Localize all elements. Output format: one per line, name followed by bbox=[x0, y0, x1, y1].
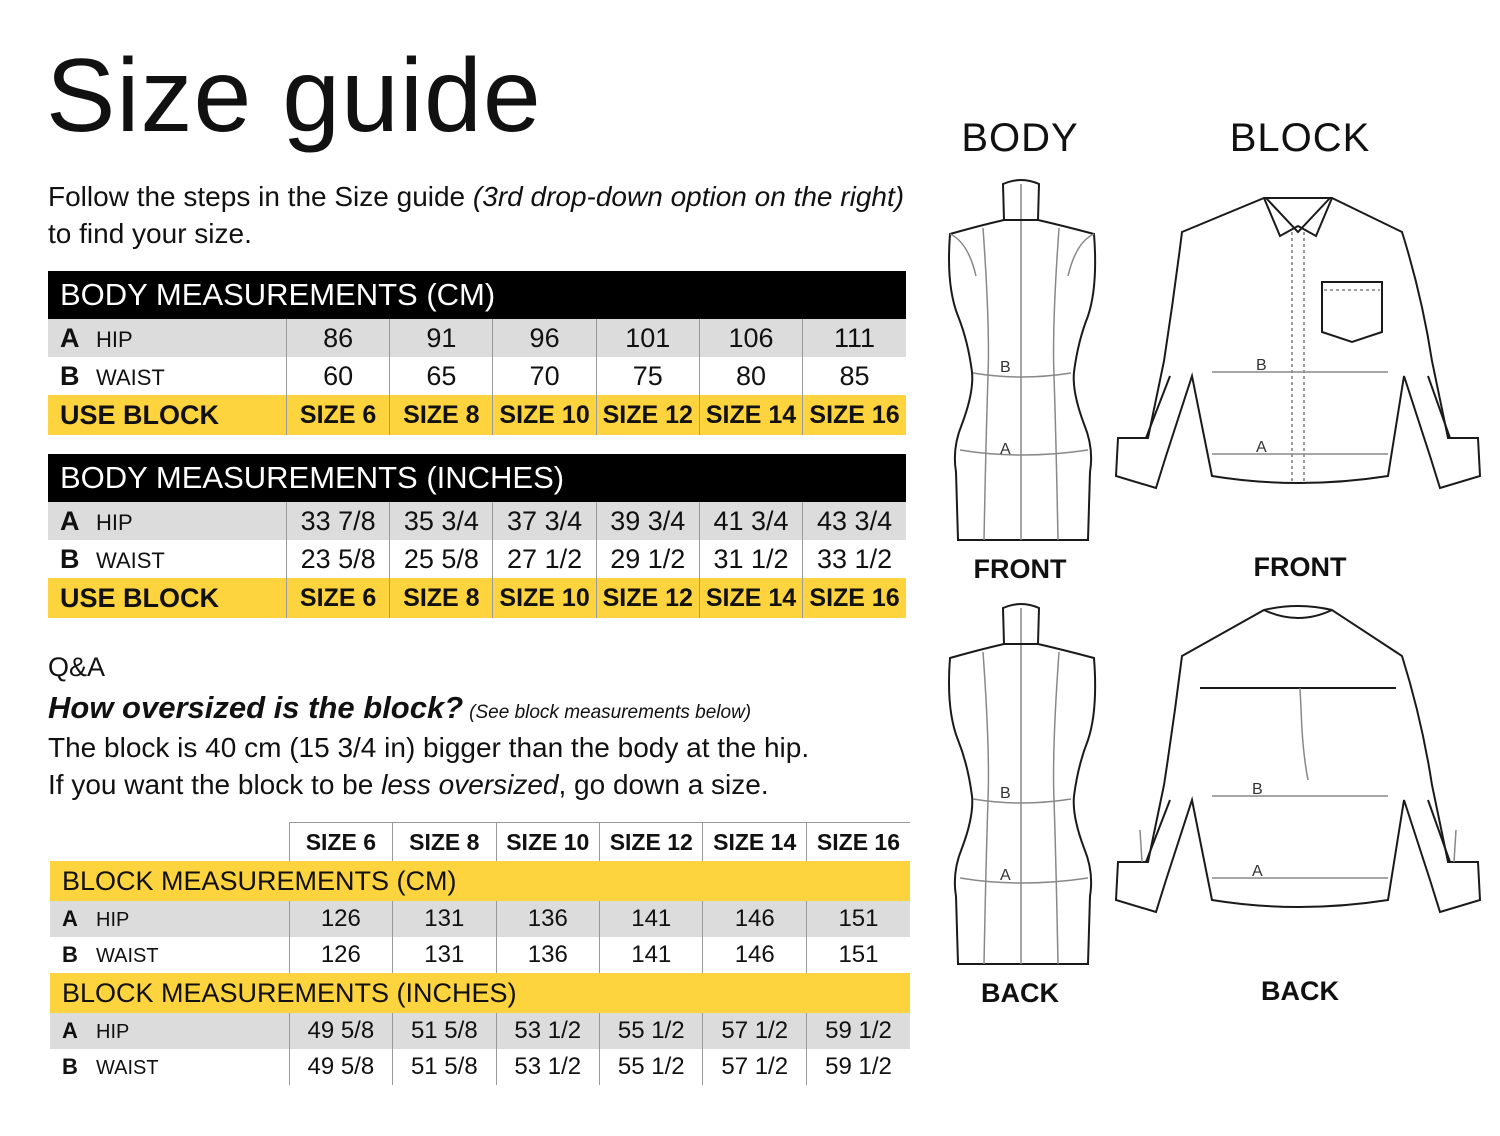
intro-text-before: Follow the steps in the Size guide bbox=[48, 181, 473, 212]
marker-a: A bbox=[1252, 863, 1263, 880]
table-cell: 131 bbox=[393, 937, 496, 973]
use-block-label: USE BLOCK bbox=[48, 395, 287, 435]
table-cell: 126 bbox=[289, 901, 392, 937]
table-cell: 111 bbox=[803, 319, 906, 357]
table-cell: 136 bbox=[496, 937, 599, 973]
size-header-cell: SIZE 12 bbox=[600, 823, 703, 862]
size-cell: SIZE 6 bbox=[287, 395, 390, 435]
block-size-header-row bbox=[50, 823, 910, 862]
block-in-waist-row bbox=[50, 1049, 910, 1085]
block-front-caption: FRONT bbox=[1253, 552, 1347, 582]
table-cell: 27 1/2 bbox=[493, 540, 596, 578]
page-title: Size guide bbox=[46, 38, 542, 154]
table-cell: 106 bbox=[699, 319, 802, 357]
body-in-header: BODY MEASUREMENTS (INCHES) bbox=[48, 454, 906, 502]
measure-name: WAIST bbox=[96, 364, 165, 390]
size-cell: SIZE 14 bbox=[699, 578, 802, 618]
block-in-hip-row bbox=[50, 1013, 910, 1049]
block-heading: BLOCK bbox=[1229, 116, 1371, 160]
size-cell: SIZE 12 bbox=[596, 578, 699, 618]
marker-b: B bbox=[1000, 785, 1011, 802]
size-header-cell: SIZE 8 bbox=[393, 823, 496, 862]
table-cell: 151 bbox=[806, 937, 910, 973]
body-back-caption: BACK bbox=[981, 978, 1059, 1008]
table-cell: 136 bbox=[496, 901, 599, 937]
table-cell: 60 bbox=[287, 357, 390, 395]
size-header-cell: SIZE 6 bbox=[289, 823, 392, 862]
blank-cell bbox=[50, 823, 289, 862]
measure-letter: A bbox=[62, 906, 78, 931]
table-cell: 41 3/4 bbox=[699, 502, 802, 540]
table-cell: 53 1/2 bbox=[496, 1013, 599, 1049]
table-cell: 75 bbox=[596, 357, 699, 395]
marker-a: A bbox=[1256, 439, 1267, 456]
table-cell: 80 bbox=[699, 357, 802, 395]
table-cell: 37 3/4 bbox=[493, 502, 596, 540]
block-cm-waist-row bbox=[50, 937, 910, 973]
measure-name: WAIST bbox=[96, 945, 159, 967]
table-cell: 146 bbox=[703, 937, 806, 973]
body-cm-header: BODY MEASUREMENTS (CM) bbox=[48, 271, 906, 319]
table-cell: 35 3/4 bbox=[390, 502, 493, 540]
size-cell: SIZE 14 bbox=[699, 395, 802, 435]
qa-label: Q&A bbox=[48, 652, 106, 682]
measure-name: HIP bbox=[96, 509, 133, 535]
table-cell: 43 3/4 bbox=[803, 502, 906, 540]
shirt-front-illustration bbox=[1112, 176, 1484, 494]
table-cell: 126 bbox=[289, 937, 392, 973]
qa-question bbox=[48, 690, 751, 726]
qa-question-text: How oversized is the block? bbox=[48, 690, 464, 725]
marker-b: B bbox=[1000, 359, 1011, 376]
shirt-back-illustration bbox=[1112, 600, 1484, 918]
size-cell: SIZE 16 bbox=[803, 578, 906, 618]
measure-letter: A bbox=[62, 1018, 78, 1043]
table-cell: 55 1/2 bbox=[600, 1049, 703, 1085]
table-cell: 23 5/8 bbox=[287, 540, 390, 578]
body-measurements-inches-table bbox=[48, 454, 906, 618]
dress-form-back-illustration bbox=[938, 600, 1104, 974]
table-cell: 151 bbox=[806, 901, 910, 937]
measure-letter: B bbox=[62, 942, 78, 967]
table-cell: 57 1/2 bbox=[703, 1049, 806, 1085]
intro-text bbox=[48, 178, 928, 252]
body-cm-hip-row bbox=[48, 319, 906, 357]
table-cell: 96 bbox=[493, 319, 596, 357]
table-cell: 51 5/8 bbox=[393, 1049, 496, 1085]
table-cell: 53 1/2 bbox=[496, 1049, 599, 1085]
block-cm-hip-row bbox=[50, 901, 910, 937]
qa-answer bbox=[48, 729, 928, 803]
size-cell: SIZE 10 bbox=[493, 578, 596, 618]
block-measurements-table bbox=[50, 822, 910, 1085]
intro-text-after: to find your size. bbox=[48, 218, 252, 249]
body-cm-waist-row bbox=[48, 357, 906, 395]
body-in-hip-row bbox=[48, 502, 906, 540]
dress-form-front-illustration bbox=[938, 176, 1104, 550]
table-cell: 131 bbox=[393, 901, 496, 937]
table-cell: 101 bbox=[596, 319, 699, 357]
measure-name: HIP bbox=[96, 909, 130, 931]
marker-a: A bbox=[1000, 441, 1011, 458]
measure-letter: B bbox=[60, 360, 80, 391]
table-cell: 49 5/8 bbox=[289, 1049, 392, 1085]
size-cell: SIZE 8 bbox=[390, 395, 493, 435]
marker-b: B bbox=[1252, 781, 1263, 798]
measure-name: WAIST bbox=[96, 1057, 159, 1079]
measure-name: WAIST bbox=[96, 547, 165, 573]
marker-b: B bbox=[1256, 357, 1267, 374]
table-cell: 31 1/2 bbox=[699, 540, 802, 578]
qa-answer-line1: The block is 40 cm (15 3/4 in) bigger than the body at the hip. bbox=[48, 732, 810, 763]
size-header-cell: SIZE 16 bbox=[806, 823, 910, 862]
qa-answer-line2-before: If you want the block to be bbox=[48, 769, 382, 800]
table-cell: 141 bbox=[600, 901, 703, 937]
body-in-use-block-row bbox=[48, 578, 906, 618]
size-cell: SIZE 8 bbox=[390, 578, 493, 618]
table-cell: 59 1/2 bbox=[806, 1049, 910, 1085]
table-cell: 146 bbox=[703, 901, 806, 937]
measure-letter: B bbox=[62, 1054, 78, 1079]
size-cell: SIZE 10 bbox=[493, 395, 596, 435]
table-cell: 59 1/2 bbox=[806, 1013, 910, 1049]
block-cm-header: BLOCK MEASUREMENTS (CM) bbox=[50, 861, 910, 901]
body-heading: BODY bbox=[961, 116, 1079, 160]
measure-letter: A bbox=[60, 505, 80, 536]
table-cell: 70 bbox=[493, 357, 596, 395]
block-back-caption: BACK bbox=[1261, 976, 1339, 1006]
table-cell: 33 7/8 bbox=[287, 502, 390, 540]
size-cell: SIZE 16 bbox=[803, 395, 906, 435]
body-cm-use-block-row bbox=[48, 395, 906, 435]
body-measurements-cm-table bbox=[48, 271, 906, 435]
intro-text-italic: (3rd drop-down option on the right) bbox=[472, 181, 905, 212]
measure-letter: A bbox=[60, 322, 80, 353]
size-header-cell: SIZE 10 bbox=[496, 823, 599, 862]
table-cell: 51 5/8 bbox=[393, 1013, 496, 1049]
qa-answer-line2 bbox=[48, 766, 928, 803]
block-in-header: BLOCK MEASUREMENTS (INCHES) bbox=[50, 973, 910, 1013]
size-header-cell: SIZE 14 bbox=[703, 823, 806, 862]
body-in-waist-row bbox=[48, 540, 906, 578]
table-cell: 141 bbox=[600, 937, 703, 973]
table-cell: 25 5/8 bbox=[390, 540, 493, 578]
measure-name: HIP bbox=[96, 326, 133, 352]
table-cell: 29 1/2 bbox=[596, 540, 699, 578]
table-cell: 57 1/2 bbox=[703, 1013, 806, 1049]
table-cell: 55 1/2 bbox=[600, 1013, 703, 1049]
table-cell: 39 3/4 bbox=[596, 502, 699, 540]
qa-question-note: (See block measurements below) bbox=[469, 702, 752, 723]
table-cell: 49 5/8 bbox=[289, 1013, 392, 1049]
qa-answer-line2-italic: less oversized bbox=[381, 769, 559, 800]
table-cell: 33 1/2 bbox=[803, 540, 906, 578]
table-cell: 86 bbox=[287, 319, 390, 357]
marker-a: A bbox=[1000, 867, 1011, 884]
body-front-caption: FRONT bbox=[973, 554, 1067, 584]
measure-letter: B bbox=[60, 543, 80, 574]
qa-answer-line2-after: , go down a size. bbox=[558, 769, 769, 800]
table-cell: 85 bbox=[803, 357, 906, 395]
measure-name: HIP bbox=[96, 1021, 130, 1043]
use-block-label: USE BLOCK bbox=[48, 578, 287, 618]
size-cell: SIZE 12 bbox=[596, 395, 699, 435]
size-cell: SIZE 6 bbox=[287, 578, 390, 618]
table-cell: 91 bbox=[390, 319, 493, 357]
table-cell: 65 bbox=[390, 357, 493, 395]
